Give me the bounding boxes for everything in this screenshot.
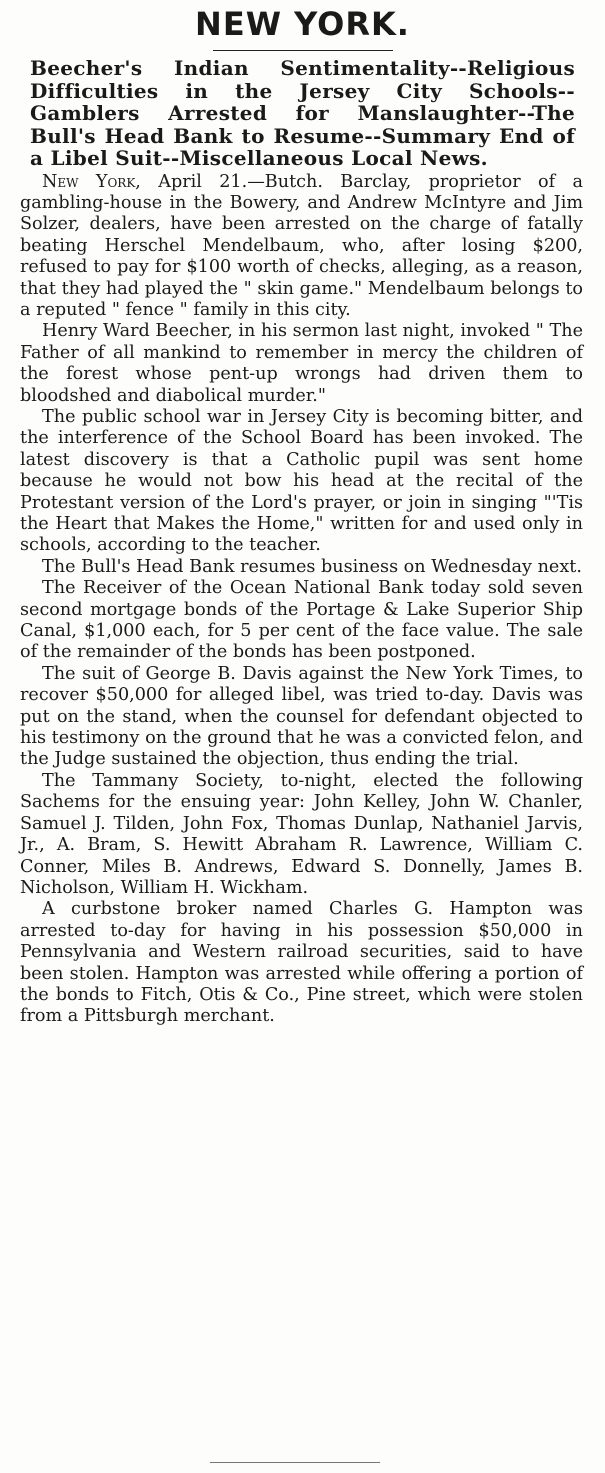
article-title: NEW YORK. xyxy=(195,5,410,43)
paragraph-1-text: April 21.—Butch. Barclay, proprietor of a gambling-house in the Bowery, and Andrew McIntyre and Jim Solzer, dealers, have been arrested on the charge of fatally beating Herschel Mendelbaum, who, after losing $200, refused to pay for $100 worth of checks, alleging, as a reason, that they had played the " skin game." Mendelbaum belongs to a reputed " fence " family in this city. xyxy=(20,171,583,320)
paragraph-6: The suit of George B. Davis against the New York Times, to recover $50,000 for alleged libel, was tried to-day. Davis was put on the stand, when the counsel for defendant objected to his testimony on the ground that he was a convicted felon, and the Judge sustained the objection, thus ending the trial. xyxy=(20,663,583,770)
paragraph-4: The Bull's Head Bank resumes business on Wednesday next. xyxy=(42,556,582,577)
paragraph-1 xyxy=(20,172,583,322)
article-headline: Beecher's Indian Sentimentality--Religious Difficulties in the Jersey City Schools--Gamblers Arrested for Manslaughter--The Bull's Head Bank to Resume--Summary End of a Libel Suit--Miscellaneous Local News. xyxy=(30,56,575,170)
paragraph-7: The Tammany Society, to-night, elected the following Sachems for the ensuing year: John Kelley, John W. Chanler, Samuel J. Tilden, John Fox, Thomas Dunlap, Nathaniel Jarvis, Jr., A. Bram, S. Hewitt Abraham R. Lawrence, William C. Conner, Miles B. Andrews, Edward S. Donnelly, James B. Nicholson, William H. Wickham. xyxy=(20,770,583,898)
bottom-divider xyxy=(210,1462,380,1463)
title-divider xyxy=(213,50,393,51)
paragraph-2: Henry Ward Beecher, in his sermon last night, invoked " The Father of all mankind to remember in mercy the children of the forest whose pent-up wrongs had driven them to bloodshed and diabolical murder." xyxy=(20,321,583,406)
dateline: New York, xyxy=(42,171,141,192)
paragraph-8: A curbstone broker named Charles G. Hampton was arrested to-day for having in his possession $50,000 in Pennsylvania and Western railroad securities, said to have been stolen. Hampton was arrested while offering a portion of the bonds to Fitch, Otis & Co., Pine street, which were stolen from a Pittsburgh merchant. xyxy=(20,899,583,1027)
paragraph-3: The public school war in Jersey City is becoming bitter, and the interference of the School Board has been invoked. The latest discovery is that a Catholic pupil was sent home because he would not bow his head at the recital of the Protestant version of the Lord's prayer, or join in singing "'Tis the Heart that Makes the Home," written for and used only in schools, according to the teacher. xyxy=(20,406,583,556)
paragraph-5: The Receiver of the Ocean National Bank today sold seven second mortgage bonds of the Portage & Lake Superior Ship Canal, $1,000 each, for 5 per cent of the face value. The sale of the remainder of the bonds has been postponed. xyxy=(20,578,583,663)
article-body xyxy=(20,172,583,1028)
